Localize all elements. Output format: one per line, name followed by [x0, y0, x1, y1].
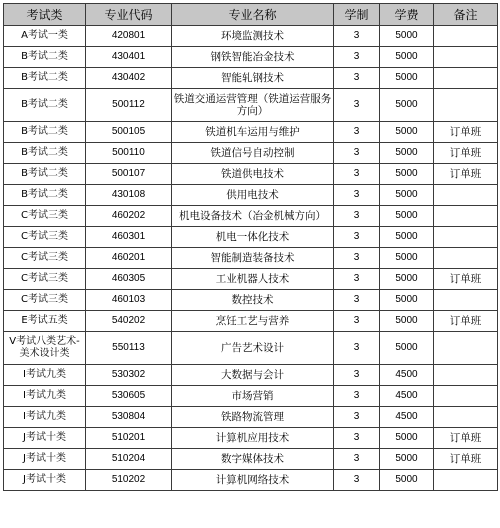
cell-code: 510202 — [86, 470, 172, 491]
cell-code: 460202 — [86, 206, 172, 227]
cell-remark — [434, 206, 498, 227]
table-row — [4, 386, 498, 407]
cell-code: 460301 — [86, 227, 172, 248]
table-row — [4, 407, 498, 428]
cell-years: 3 — [334, 143, 380, 164]
cell-years: 3 — [334, 47, 380, 68]
cell-code: 500112 — [86, 89, 172, 122]
cell-remark — [434, 332, 498, 365]
cell-remark: 订单班 — [434, 164, 498, 185]
cell-code: 500110 — [86, 143, 172, 164]
cell-major-name: 智能制造装备技术 — [172, 248, 334, 269]
cell-fee: 4500 — [380, 386, 434, 407]
cell-major-name: 机电一体化技术 — [172, 227, 334, 248]
majors-table — [3, 3, 498, 491]
cell-major-name: 铁道机车运用与维护 — [172, 122, 334, 143]
cell-code: 530605 — [86, 386, 172, 407]
table-row — [4, 68, 498, 89]
cell-fee: 5000 — [380, 311, 434, 332]
table-row — [4, 332, 498, 365]
cell-years: 3 — [334, 26, 380, 47]
cell-category: I考试九类 — [4, 407, 86, 428]
cell-fee: 5000 — [380, 332, 434, 365]
cell-remark — [434, 290, 498, 311]
cell-remark: 订单班 — [434, 449, 498, 470]
cell-years: 3 — [334, 311, 380, 332]
cell-fee: 5000 — [380, 206, 434, 227]
cell-code: 430401 — [86, 47, 172, 68]
cell-category: J考试十类 — [4, 470, 86, 491]
cell-code: 530302 — [86, 365, 172, 386]
cell-remark — [434, 248, 498, 269]
table-row — [4, 164, 498, 185]
cell-category: E考试五类 — [4, 311, 86, 332]
header-code: 专业代码 — [86, 4, 172, 26]
cell-code: 500107 — [86, 164, 172, 185]
cell-major-name: 铁道信号自动控制 — [172, 143, 334, 164]
cell-major-name: 铁道供电技术 — [172, 164, 334, 185]
cell-code: 460201 — [86, 248, 172, 269]
cell-remark — [434, 407, 498, 428]
cell-code: 460305 — [86, 269, 172, 290]
cell-major-name: 数字媒体技术 — [172, 449, 334, 470]
cell-category: C考试三类 — [4, 227, 86, 248]
cell-fee: 5000 — [380, 47, 434, 68]
cell-fee: 5000 — [380, 68, 434, 89]
cell-code: 540202 — [86, 311, 172, 332]
table-row — [4, 143, 498, 164]
cell-category: C考试三类 — [4, 206, 86, 227]
cell-major-name: 工业机器人技术 — [172, 269, 334, 290]
table-row — [4, 290, 498, 311]
cell-fee: 4500 — [380, 365, 434, 386]
cell-code: 530804 — [86, 407, 172, 428]
cell-years: 3 — [334, 365, 380, 386]
table-row — [4, 449, 498, 470]
cell-fee: 5000 — [380, 227, 434, 248]
cell-category: B考试二类 — [4, 47, 86, 68]
header-fee: 学费 — [380, 4, 434, 26]
table-row — [4, 311, 498, 332]
cell-major-name: 环境监测技术 — [172, 26, 334, 47]
cell-category: C考试三类 — [4, 248, 86, 269]
table-row — [4, 206, 498, 227]
cell-years: 3 — [334, 89, 380, 122]
cell-remark: 订单班 — [434, 311, 498, 332]
header-remark: 备注 — [434, 4, 498, 26]
table-body — [4, 26, 498, 491]
cell-fee: 5000 — [380, 185, 434, 206]
cell-category: I考试九类 — [4, 386, 86, 407]
cell-fee: 5000 — [380, 428, 434, 449]
cell-major-name: 计算机应用技术 — [172, 428, 334, 449]
cell-years: 3 — [334, 332, 380, 365]
cell-years: 3 — [334, 122, 380, 143]
table-row — [4, 47, 498, 68]
cell-remark — [434, 365, 498, 386]
cell-code: 500105 — [86, 122, 172, 143]
header-category: 考试类 — [4, 4, 86, 26]
cell-years: 3 — [334, 449, 380, 470]
cell-fee: 5000 — [380, 248, 434, 269]
cell-remark — [434, 470, 498, 491]
cell-remark: 订单班 — [434, 269, 498, 290]
majors-table-wrapper — [3, 3, 498, 491]
cell-category: B考试二类 — [4, 164, 86, 185]
cell-fee: 5000 — [380, 470, 434, 491]
cell-category: B考试二类 — [4, 68, 86, 89]
cell-category: J考试十类 — [4, 428, 86, 449]
table-row — [4, 89, 498, 122]
cell-remark: 订单班 — [434, 122, 498, 143]
cell-code: 460103 — [86, 290, 172, 311]
cell-major-name: 铁道交通运营管理（铁道运营服务方向） — [172, 89, 334, 122]
cell-years: 3 — [334, 407, 380, 428]
header-years: 学制 — [334, 4, 380, 26]
cell-code: 510201 — [86, 428, 172, 449]
cell-years: 3 — [334, 428, 380, 449]
cell-major-name: 大数据与会计 — [172, 365, 334, 386]
cell-remark — [434, 185, 498, 206]
cell-fee: 5000 — [380, 269, 434, 290]
cell-fee: 5000 — [380, 143, 434, 164]
cell-remark: 订单班 — [434, 428, 498, 449]
cell-fee: 5000 — [380, 290, 434, 311]
cell-remark — [434, 68, 498, 89]
cell-years: 3 — [334, 386, 380, 407]
header-name: 专业名称 — [172, 4, 334, 26]
cell-major-name: 广告艺术设计 — [172, 332, 334, 365]
cell-category: C考试三类 — [4, 290, 86, 311]
cell-major-name: 钢铁智能冶金技术 — [172, 47, 334, 68]
cell-major-name: 供用电技术 — [172, 185, 334, 206]
table-row — [4, 470, 498, 491]
table-row — [4, 185, 498, 206]
cell-years: 3 — [334, 269, 380, 290]
cell-category: B考试二类 — [4, 122, 86, 143]
cell-years: 3 — [334, 164, 380, 185]
cell-remark: 订单班 — [434, 143, 498, 164]
table-row — [4, 227, 498, 248]
table-row — [4, 269, 498, 290]
table-row — [4, 248, 498, 269]
cell-fee: 4500 — [380, 407, 434, 428]
cell-category: C考试三类 — [4, 269, 86, 290]
cell-fee: 5000 — [380, 26, 434, 47]
cell-remark — [434, 26, 498, 47]
cell-code: 430108 — [86, 185, 172, 206]
header-row — [4, 4, 498, 26]
cell-major-name: 烹饪工艺与营养 — [172, 311, 334, 332]
cell-category: B考试二类 — [4, 143, 86, 164]
cell-fee: 5000 — [380, 164, 434, 185]
cell-remark — [434, 89, 498, 122]
table-row — [4, 428, 498, 449]
cell-code: 430402 — [86, 68, 172, 89]
cell-major-name: 计算机网络技术 — [172, 470, 334, 491]
cell-major-name: 市场营销 — [172, 386, 334, 407]
cell-category: I考试九类 — [4, 365, 86, 386]
cell-major-name: 数控技术 — [172, 290, 334, 311]
cell-years: 3 — [334, 227, 380, 248]
cell-fee: 5000 — [380, 89, 434, 122]
cell-major-name: 智能轧钢技术 — [172, 68, 334, 89]
table-row — [4, 26, 498, 47]
cell-category: A考试一类 — [4, 26, 86, 47]
cell-major-name: 铁路物流管理 — [172, 407, 334, 428]
cell-years: 3 — [334, 248, 380, 269]
cell-category: B考试二类 — [4, 89, 86, 122]
cell-category: V考试八类艺术-美术设计类 — [4, 332, 86, 365]
cell-code: 510204 — [86, 449, 172, 470]
cell-code: 420801 — [86, 26, 172, 47]
cell-major-name: 机电设备技术（冶金机械方向） — [172, 206, 334, 227]
cell-code: 550113 — [86, 332, 172, 365]
cell-fee: 5000 — [380, 449, 434, 470]
cell-fee: 5000 — [380, 122, 434, 143]
cell-category: B考试二类 — [4, 185, 86, 206]
cell-remark — [434, 227, 498, 248]
cell-remark — [434, 47, 498, 68]
cell-years: 3 — [334, 470, 380, 491]
cell-years: 3 — [334, 206, 380, 227]
cell-years: 3 — [334, 185, 380, 206]
table-row — [4, 122, 498, 143]
cell-remark — [434, 386, 498, 407]
cell-years: 3 — [334, 290, 380, 311]
table-row — [4, 365, 498, 386]
cell-category: J考试十类 — [4, 449, 86, 470]
cell-years: 3 — [334, 68, 380, 89]
